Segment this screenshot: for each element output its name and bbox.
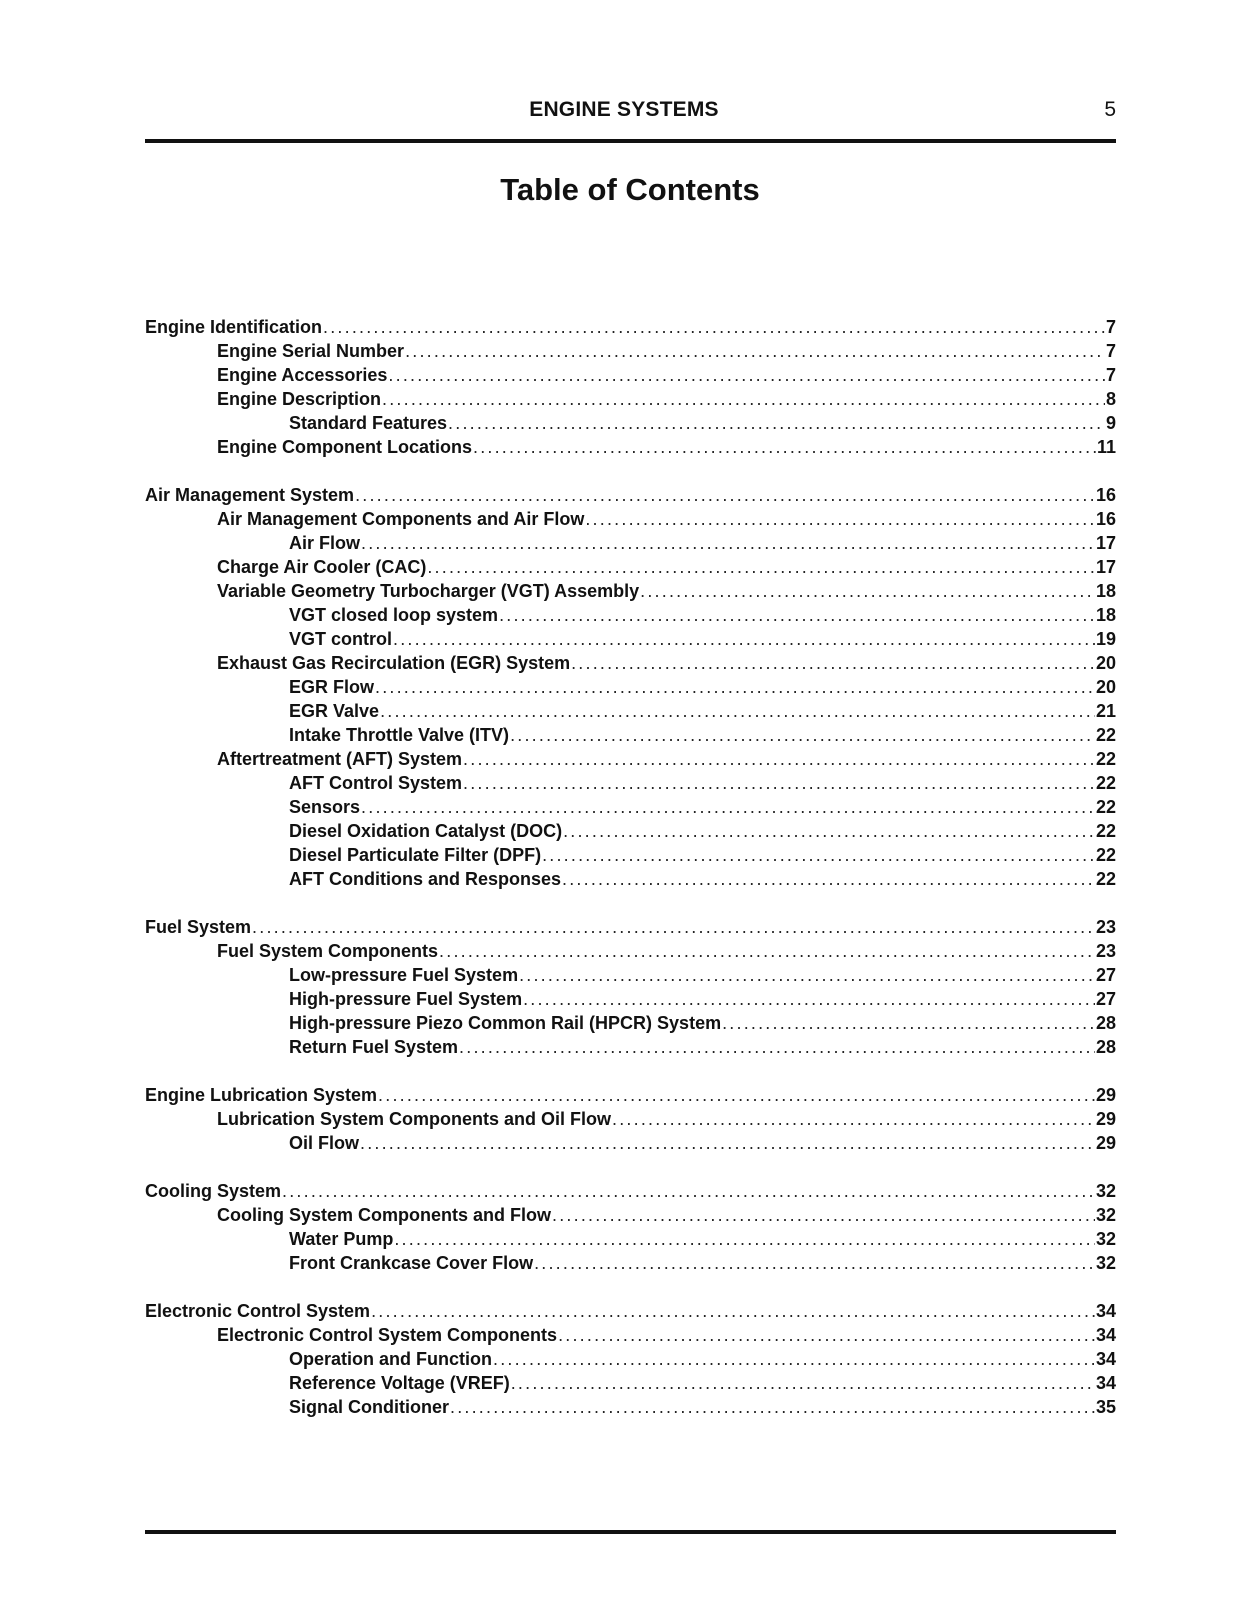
toc-entry[interactable] [145,1083,1116,1107]
toc-entry-page: 27 [1095,965,1116,985]
toc-entry-page: 9 [1105,413,1116,433]
dot-leader [378,1083,1095,1107]
toc-entry[interactable] [145,1011,1116,1035]
toc-entry-title: Cooling System Components and Flow [217,1205,552,1225]
toc-entry-title: Diesel Oxidation Catalyst (DOC) [289,821,563,841]
toc-entry-title: EGR Flow [289,677,374,697]
toc-entry[interactable] [145,1347,1116,1371]
dot-leader [612,1107,1095,1131]
toc-entry-title: Lubrication System Components and Oil Flow [217,1109,612,1129]
dot-leader [394,1227,1095,1251]
dot-leader [552,1203,1095,1227]
toc-entry[interactable] [145,555,1116,579]
toc-entry-title: Low-pressure Fuel System [289,965,519,985]
toc-entry-title: Water Pump [289,1229,394,1249]
toc-entry-page: 32 [1095,1181,1116,1201]
toc-entry-title: Oil Flow [289,1133,359,1153]
page-title: Table of Contents [500,172,760,207]
toc-entry[interactable] [145,627,1116,651]
toc-entry-title: Air Management System [145,485,355,505]
toc-entry-page: 23 [1095,941,1116,961]
dot-leader [463,771,1095,795]
toc-section [145,1083,1116,1155]
dot-leader [450,1395,1095,1419]
dot-leader [585,507,1095,531]
dot-leader [499,603,1095,627]
toc-entry[interactable] [145,1035,1116,1059]
toc-entry-page: 27 [1095,989,1116,1009]
toc-entry-title: Air Management Components and Air Flow [217,509,585,529]
toc-entry-title: Sensors [289,797,361,817]
toc-entry-page: 35 [1095,1397,1116,1417]
toc-entry[interactable] [145,1179,1116,1203]
toc-entry[interactable] [145,963,1116,987]
toc-entry-page: 22 [1095,845,1116,865]
dot-leader [439,939,1095,963]
toc-section [145,915,1116,1059]
toc-entry-page: 22 [1095,821,1116,841]
toc-entry-page: 32 [1095,1229,1116,1249]
toc-entry-page: 32 [1095,1253,1116,1273]
dot-leader [405,339,1105,363]
dot-leader [463,747,1095,771]
dot-leader [393,627,1095,651]
toc-entry[interactable] [145,915,1116,939]
dot-leader [563,819,1095,843]
toc-entry[interactable] [145,579,1116,603]
header-rule [145,139,1116,143]
toc-entry[interactable] [145,1395,1116,1419]
toc-entry[interactable] [145,1227,1116,1251]
dot-leader [571,651,1095,675]
toc-entry-title: Engine Identification [145,317,323,337]
toc-entry-title: Electronic Control System Components [217,1325,558,1345]
toc-entry-title: Standard Features [289,413,448,433]
toc-entry-title: Intake Throttle Valve (ITV) [289,725,510,745]
toc-entry-title: Engine Description [217,389,382,409]
toc-entry[interactable] [145,387,1116,411]
toc-entry[interactable] [145,1371,1116,1395]
dot-leader [523,987,1095,1011]
toc-entry-title: EGR Valve [289,701,380,721]
toc-entry[interactable] [145,987,1116,1011]
toc-entry[interactable] [145,603,1116,627]
toc-entry-page: 34 [1095,1373,1116,1393]
toc-entry-title: Reference Voltage (VREF) [289,1373,510,1393]
toc-section [145,1299,1116,1419]
section-title: ENGINE SYSTEMS [529,98,719,121]
toc-entry-title: Diesel Particulate Filter (DPF) [289,845,542,865]
toc-entry-page: 7 [1105,317,1116,337]
toc-entry-page: 22 [1095,725,1116,745]
toc-entry[interactable] [145,723,1116,747]
toc-entry[interactable] [145,363,1116,387]
toc-entry-title: Engine Accessories [217,365,388,385]
toc-entry-page: 29 [1095,1109,1116,1129]
toc-entry[interactable] [145,1131,1116,1155]
toc-entry-page: 22 [1095,869,1116,889]
toc-entry-title: VGT closed loop system [289,605,499,625]
toc-entry[interactable] [145,483,1116,507]
dot-leader [542,843,1095,867]
dot-leader [360,1131,1095,1155]
toc-entry[interactable] [145,411,1116,435]
toc-entry[interactable] [145,507,1116,531]
toc-entry-title: VGT control [289,629,392,649]
page-number: 5 [1104,98,1116,121]
toc-entry[interactable] [145,651,1116,675]
dot-leader [427,555,1095,579]
dot-leader [355,483,1095,507]
toc-entry[interactable] [145,939,1116,963]
dot-leader [361,531,1095,555]
toc-entry[interactable] [145,315,1116,339]
toc-entry[interactable] [145,843,1116,867]
dot-leader [459,1035,1095,1059]
toc-entry-page: 29 [1095,1085,1116,1105]
toc-entry-title: Front Crankcase Cover Flow [289,1253,534,1273]
dot-leader [722,1011,1095,1035]
toc-entry-title: Signal Conditioner [289,1397,449,1417]
toc-entry[interactable] [145,771,1116,795]
dot-leader [510,723,1095,747]
toc-entry-title: Air Flow [289,533,360,553]
dot-leader [640,579,1095,603]
toc-entry[interactable] [145,1107,1116,1131]
toc-entry-page: 22 [1095,797,1116,817]
toc-entry[interactable] [145,795,1116,819]
toc-entry-page: 20 [1095,653,1116,673]
toc-entry-page: 18 [1095,605,1116,625]
dot-leader [323,315,1105,339]
toc-entry-page: 34 [1095,1301,1116,1321]
toc-entry-title: Engine Component Locations [217,437,472,457]
toc-entry-title: Fuel System [145,917,252,937]
dot-leader [473,435,1096,459]
toc-entry[interactable] [145,819,1116,843]
dot-leader [375,675,1095,699]
toc-entry-page: 20 [1095,677,1116,697]
dot-leader [493,1347,1095,1371]
toc-entry-page: 16 [1095,509,1116,529]
toc-entry[interactable] [145,531,1116,555]
dot-leader [361,795,1095,819]
toc-section [145,1179,1116,1275]
toc-entry-title: Electronic Control System [145,1301,371,1321]
toc-entry-page: 7 [1105,341,1116,361]
toc-entry-page: 32 [1095,1205,1116,1225]
toc-entry-page: 22 [1095,749,1116,769]
toc-entry-page: 34 [1095,1349,1116,1369]
toc-entry-title: High-pressure Piezo Common Rail (HPCR) System [289,1013,722,1033]
dot-leader [380,699,1095,723]
toc-entry-title: AFT Conditions and Responses [289,869,562,889]
dot-leader [534,1251,1095,1275]
toc-entry-title: Engine Serial Number [217,341,405,361]
toc-entry[interactable] [145,1203,1116,1227]
toc-entry[interactable] [145,1251,1116,1275]
toc-entry[interactable] [145,675,1116,699]
dot-leader [558,1323,1095,1347]
toc-entry-page: 16 [1095,485,1116,505]
toc-entry-title: Cooling System [145,1181,282,1201]
toc-entry-page: 28 [1095,1037,1116,1057]
toc-entry[interactable] [145,747,1116,771]
dot-leader [562,867,1095,891]
toc-entry-title: Fuel System Components [217,941,439,961]
toc-entry-page: 34 [1095,1325,1116,1345]
toc-entry-page: 28 [1095,1013,1116,1033]
toc-entry-page: 29 [1095,1133,1116,1153]
toc-section [145,315,1116,459]
dot-leader [252,915,1095,939]
toc-entry[interactable] [145,699,1116,723]
dot-leader [448,411,1105,435]
toc-entry[interactable] [145,435,1116,459]
toc-entry-title: Return Fuel System [289,1037,459,1057]
toc-entry-page: 18 [1095,581,1116,601]
toc-entry-page: 17 [1095,533,1116,553]
toc-entry-page: 21 [1095,701,1116,721]
toc-entry-title: Charge Air Cooler (CAC) [217,557,427,577]
dot-leader [388,363,1105,387]
toc-entry-page: 17 [1095,557,1116,577]
dot-leader [511,1371,1095,1395]
dot-leader [519,963,1095,987]
toc-entry-title: Variable Geometry Turbocharger (VGT) Assembly [217,581,640,601]
toc-entry[interactable] [145,1323,1116,1347]
toc-entry-title: High-pressure Fuel System [289,989,523,1009]
toc-entry-page: 22 [1095,773,1116,793]
toc-section [145,483,1116,891]
toc-entry[interactable] [145,1299,1116,1323]
toc-entry-title: Operation and Function [289,1349,492,1369]
table-of-contents [145,315,1116,1443]
toc-entry[interactable] [145,867,1116,891]
toc-entry-page: 23 [1095,917,1116,937]
toc-entry-title: AFT Control System [289,773,463,793]
dot-leader [371,1299,1095,1323]
dot-leader [282,1179,1095,1203]
toc-entry-page: 7 [1105,365,1116,385]
footer-rule [145,1530,1116,1534]
toc-entry-page: 8 [1105,389,1116,409]
toc-entry-title: Aftertreatment (AFT) System [217,749,463,769]
toc-entry[interactable] [145,339,1116,363]
toc-entry-page: 19 [1095,629,1116,649]
toc-entry-title: Engine Lubrication System [145,1085,378,1105]
toc-entry-page: 11 [1096,437,1116,457]
toc-entry-title: Exhaust Gas Recirculation (EGR) System [217,653,571,673]
dot-leader [382,387,1105,411]
